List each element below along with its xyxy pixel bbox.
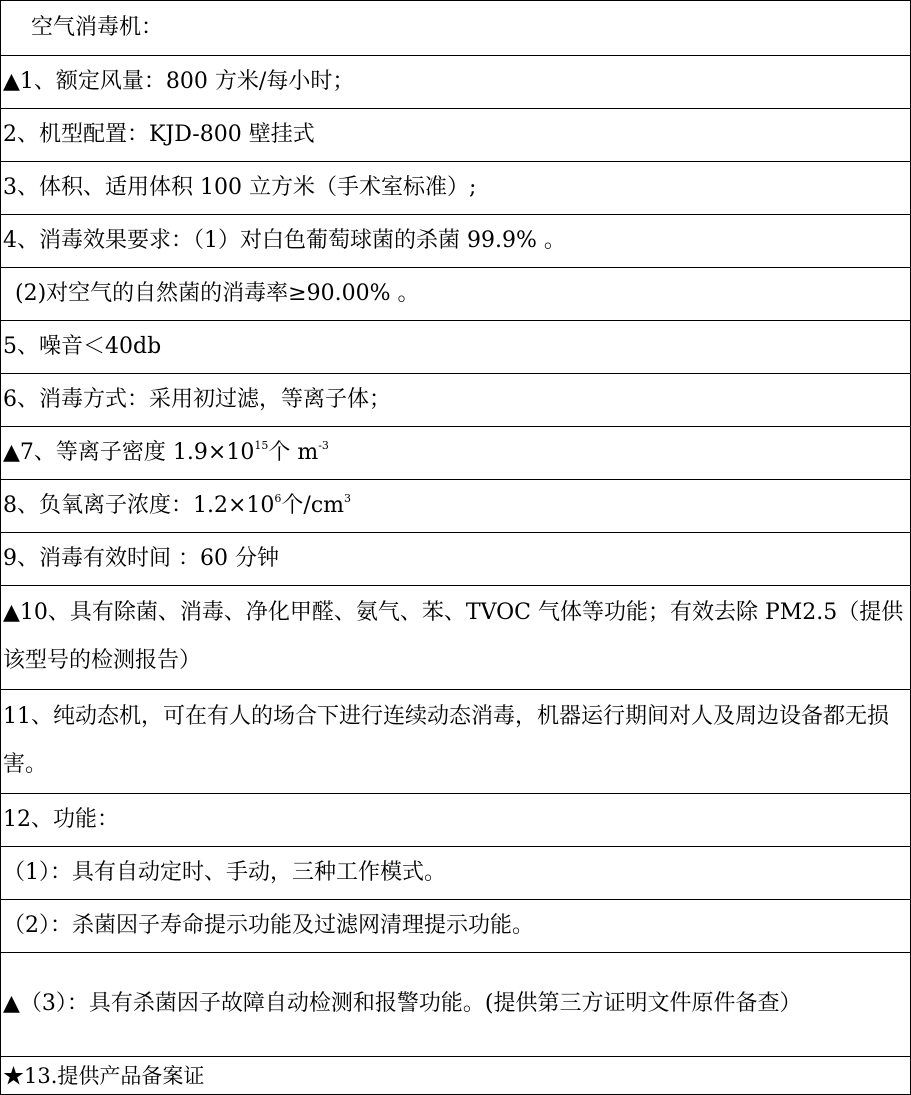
table-row (1, 953, 911, 1057)
spec-item-feature-1: （1）：具有自动定时、手动，三种工作模式。 (1, 847, 911, 900)
anion-concentration-exponent: 6 (274, 492, 282, 505)
anion-concentration-unit-exponent: 3 (344, 492, 352, 505)
spec-item-plasma-density (1, 427, 911, 480)
table-row (1, 586, 911, 690)
table-row (1, 533, 911, 586)
spec-item-feature-2: （2）：杀菌因子寿命提示功能及过滤网清理提示功能。 (1, 900, 911, 953)
spec-item-effect-2: (2)对空气的自然菌的消毒率≥90.00% 。 (1, 268, 911, 321)
spec-item-volume: 3、体积、适用体积 100 立方米（手术室标准）; (1, 162, 911, 215)
spec-item-feature-3: ▲（3）：具有杀菌因子故障自动检测和报警功能。(提供第三方证明文件原件备查） (1, 953, 911, 1057)
table-row (1, 1057, 911, 1095)
table-row (1, 162, 911, 215)
spec-item-noise: 5、噪音＜40db (1, 321, 911, 374)
spec-item-anion-concentration (1, 480, 911, 533)
table-row (1, 109, 911, 162)
spec-item-functions-list: ▲10、具有除菌、消毒、净化甲醛、氨气、苯、TVOC 气体等功能；有效去除 PM2.5（提供该型号的检测报告） (1, 586, 911, 690)
table-row (1, 1, 911, 56)
spec-item-certificate: ★13.提供产品备案证 (1, 1057, 911, 1095)
spec-item-duration: 9、消毒有效时间 ：60 分钟 (1, 533, 911, 586)
spec-item-airflow: ▲1、额定风量：800 方米/每小时； (1, 56, 911, 109)
plasma-density-unit-exponent: -3 (318, 439, 329, 452)
spec-item-title: 空气消毒机： (1, 1, 911, 56)
table-row (1, 900, 911, 953)
spec-item-model: 2、机型配置：KJD-800 壁挂式 (1, 109, 911, 162)
spec-item-method: 6、消毒方式：采用初过滤，等离子体； (1, 374, 911, 427)
table-row (1, 374, 911, 427)
table-row (1, 794, 911, 847)
plasma-density-text: ▲7、等离子密度 1.9×10 (3, 440, 255, 465)
table-row (1, 690, 911, 794)
anion-concentration-unit: 个/cm (281, 493, 345, 518)
plasma-density-unit: 个 m (268, 440, 319, 465)
plasma-density-exponent: 15 (254, 439, 269, 452)
table-row (1, 215, 911, 268)
spec-item-features-heading: 12、功能： (1, 794, 911, 847)
table-row (1, 480, 911, 533)
table-row (1, 321, 911, 374)
table-row (1, 847, 911, 900)
table-row (1, 427, 911, 480)
spec-item-dynamic: 11、纯动态机，可在有人的场合下进行连续动态消毒，机器运行期间对人及周边设备都无损害。 (1, 690, 911, 794)
table-row (1, 268, 911, 321)
table-row (1, 56, 911, 109)
anion-concentration-text: 8、负氧离子浓度：1.2×10 (3, 493, 275, 518)
spec-item-effect: 4、消毒效果要求：（1）对白色葡萄球菌的杀菌 99.9% 。 (1, 215, 911, 268)
